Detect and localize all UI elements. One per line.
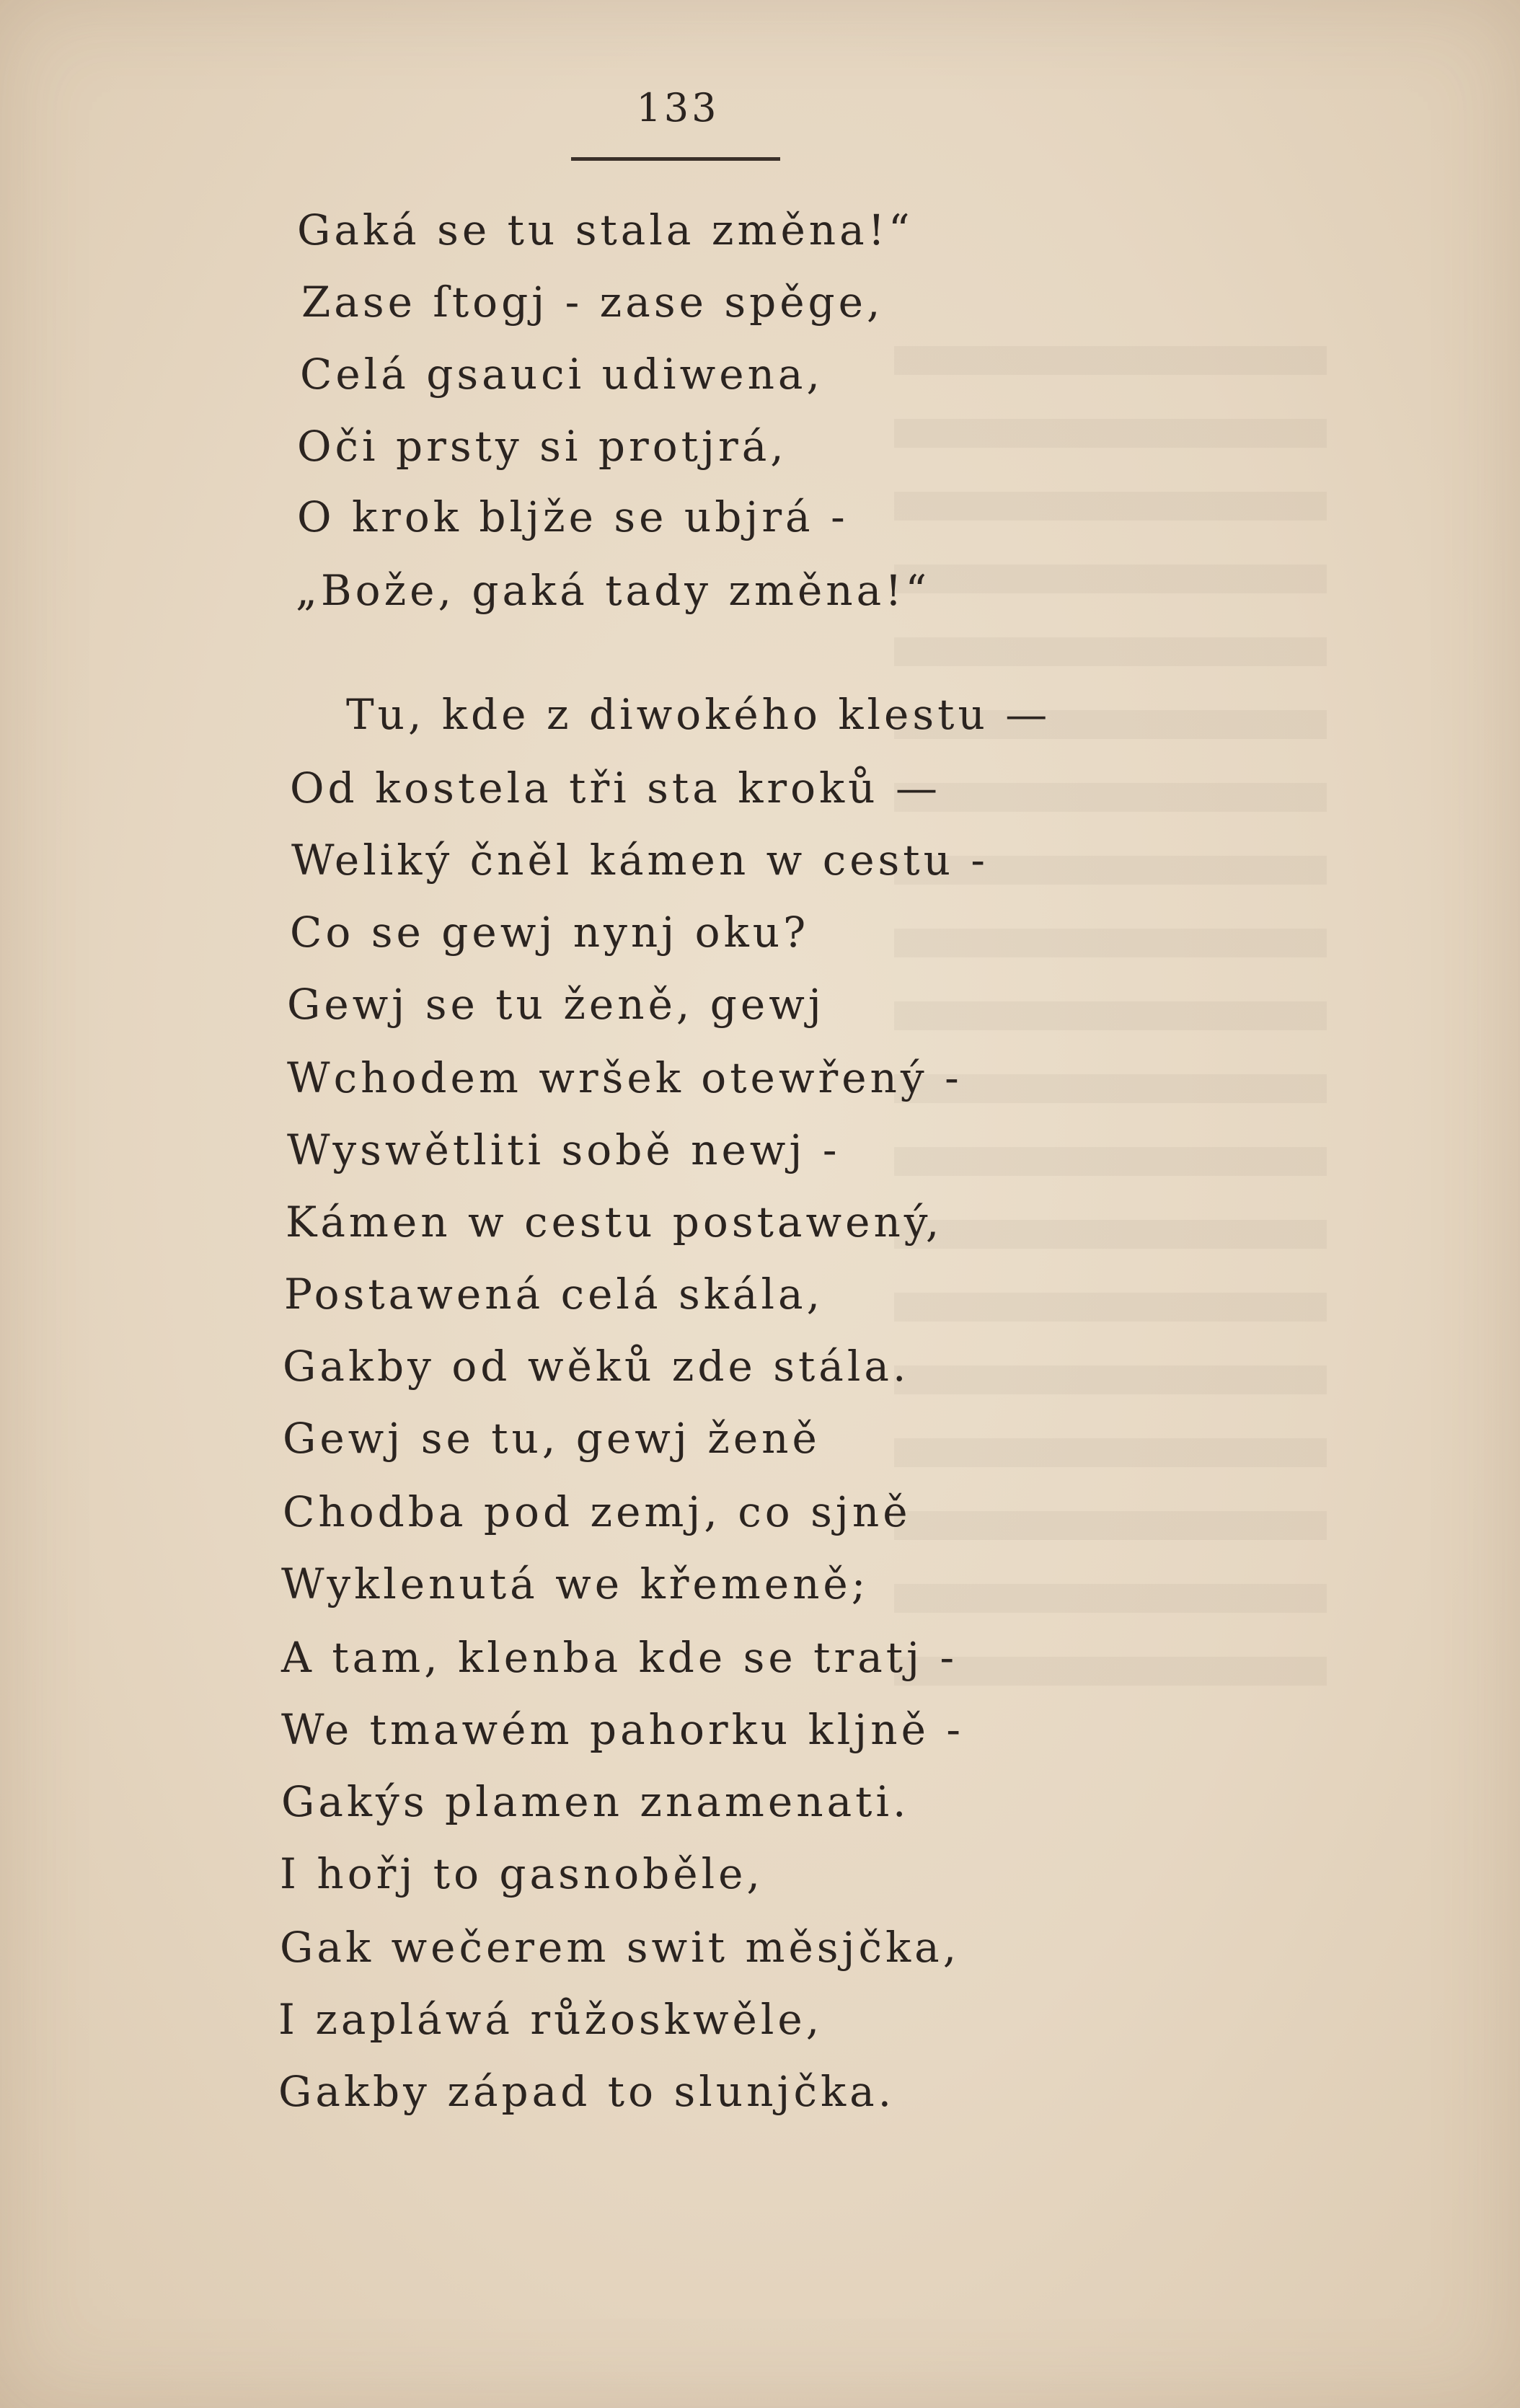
poem-line: Chodba pod zemj, co sjně	[283, 1487, 911, 1536]
poem-line: Postawená celá skála,	[284, 1270, 824, 1319]
poem-line: Kámen w cestu postawený,	[286, 1198, 943, 1247]
poem-line: Od kostela tři sta kroků —	[290, 763, 941, 813]
poem-line: Gewj se tu ženě, gewj	[287, 980, 825, 1029]
poem-line: We tmawém pahorku kljně -	[281, 1705, 964, 1754]
poem-line: Wyswětliti sobě newj -	[287, 1125, 841, 1174]
poem-line: Gak wečerem swit měsjčka,	[280, 1923, 960, 1972]
poem-line: A tam, klenba kde se tratj -	[281, 1633, 958, 1682]
poem-line: Oči prsty si protjrá,	[297, 422, 787, 471]
poem-line: O krok bljže se ubjrá -	[297, 492, 849, 541]
poem-line: Gakby západ to slunjčka.	[278, 2067, 896, 2116]
poem-line: Tu, kde z diwokého klestu —	[346, 690, 1051, 739]
poem-line: I hořj to gasnoběle,	[280, 1849, 764, 1898]
page-number: 133	[636, 85, 720, 130]
poem-line: Weliký čněl kámen w cestu -	[291, 836, 989, 885]
poem-line: Co se gewj nynj oku?	[290, 908, 810, 957]
poem-line: Zase ſtogj - zase spěge,	[301, 278, 884, 327]
poem-line: I zapláwá růžoskwěle,	[278, 1995, 823, 2044]
poem-line: Gakýs plamen znamenati.	[281, 1777, 910, 1826]
poem-line: Wyklenutá we křemeně;	[281, 1559, 870, 1608]
poem-line: Gaká se tu stala změna!“	[297, 205, 914, 254]
poem-line: Gewj se tu, gewj ženě	[283, 1414, 821, 1463]
poem-line: „Bože, gaká tady změna!“	[296, 566, 931, 615]
poem-line: Gakby od wěků zde stála.	[283, 1342, 910, 1391]
poem-line: Celá gsauci udiwena,	[300, 350, 823, 399]
poem-line: Wchodem wršek otewřený -	[287, 1053, 963, 1102]
